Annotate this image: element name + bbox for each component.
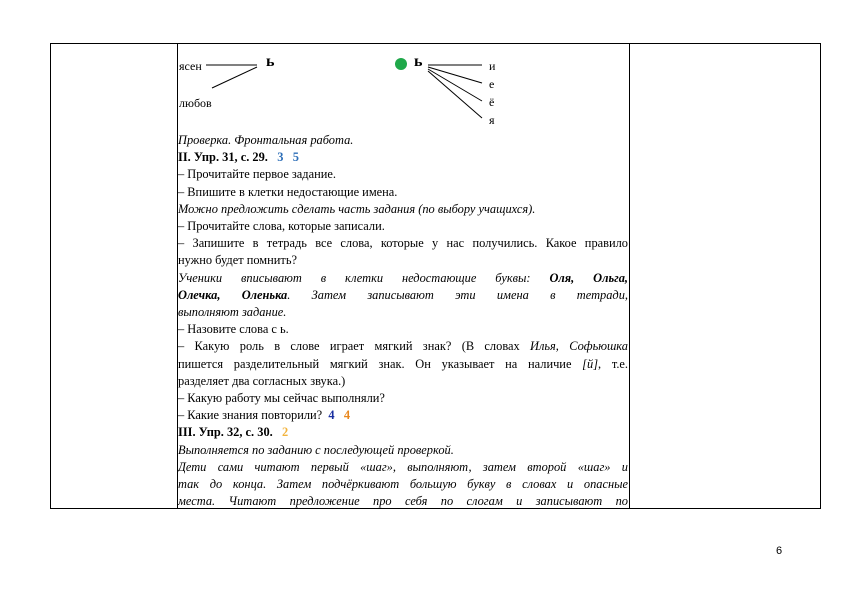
exercise-31-number-1: 3 [277, 150, 284, 165]
question-line: – Прочитайте первое задание. [178, 167, 336, 182]
soft-sign-right: ь [414, 53, 423, 70]
word-lyubov: любов [179, 96, 212, 110]
vowel-e: е [489, 77, 495, 91]
pupils-activity-line: Олечка, Оленька. Затем записывают эти имена в тетради, [178, 287, 628, 302]
green-dot-icon [395, 58, 407, 70]
question-8-number-1: 4 [328, 408, 335, 423]
question-line: – Какие знания повторили? 4 4 [178, 408, 351, 423]
exercise-32-number: 2 [282, 425, 289, 440]
vowel-i: и [489, 59, 496, 73]
teacher-note: Можно предложить сделать часть задания (по выбору учащихся). [178, 201, 536, 216]
question-line: – Какую работу мы сейчас выполняли? [178, 391, 385, 406]
lesson-content-cell [178, 44, 628, 508]
question-line: пишется разделительный мягкий знак. Он указывает на наличие [й], т.е. [178, 356, 628, 371]
question-line: нужно будет помнить? [178, 253, 297, 268]
question-line: – Назовите слова с ь. [178, 322, 289, 337]
exercise-32-note: Выполняется по заданию с последующей проверкой. [178, 442, 454, 457]
exercise-31-number-2: 5 [292, 150, 299, 165]
soft-sign-left: ь [266, 53, 275, 70]
check-note: Проверка. Фронтальная работа. [178, 133, 354, 147]
page-number: 6 [776, 545, 783, 557]
exercise-32-heading: III. Упр. 32, с. 30. 2 [178, 425, 289, 440]
question-line: – Запишите в тетрадь все слова, которые у нас получились. Какое правило [178, 236, 628, 251]
lesson-table [50, 43, 821, 509]
scheme-lines [178, 44, 628, 132]
kids-activity-line: места. Читают предложение про себя по слогам и записывают по [178, 494, 628, 508]
question-8-number-2: 4 [343, 408, 351, 423]
question-line: – Прочитайте слова, которые записали. [178, 219, 385, 234]
vowel-yo: ё [489, 95, 495, 109]
exercise-31-heading: II. Упр. 31, с. 29. 3 5 [178, 150, 299, 165]
question-line: – Какую роль в слове играет мягкий знак? (В словах Илья, Софьюшка [178, 339, 628, 354]
question-line: – Впишите в клетки недостающие имена. [178, 184, 398, 199]
question-line: разделяет два согласных звука.) [178, 373, 346, 388]
pupils-activity-line: выполняют задание. [178, 305, 287, 320]
kids-activity-line: так до конца. Затем подчёркивают большую букву в словах и опасные [178, 477, 628, 492]
column-divider-2 [629, 44, 630, 508]
word-yasen: ясен [179, 59, 202, 73]
kids-activity-line: Дети сами читают первый «шаг», выполняют, затем второй «шаг» и [178, 459, 628, 474]
soft-sign-scheme [178, 44, 628, 132]
vowel-ya: я [489, 113, 495, 127]
pupils-activity-line: Ученики вписывают в клетки недостающие буквы: Оля, Ольга, [178, 270, 628, 285]
